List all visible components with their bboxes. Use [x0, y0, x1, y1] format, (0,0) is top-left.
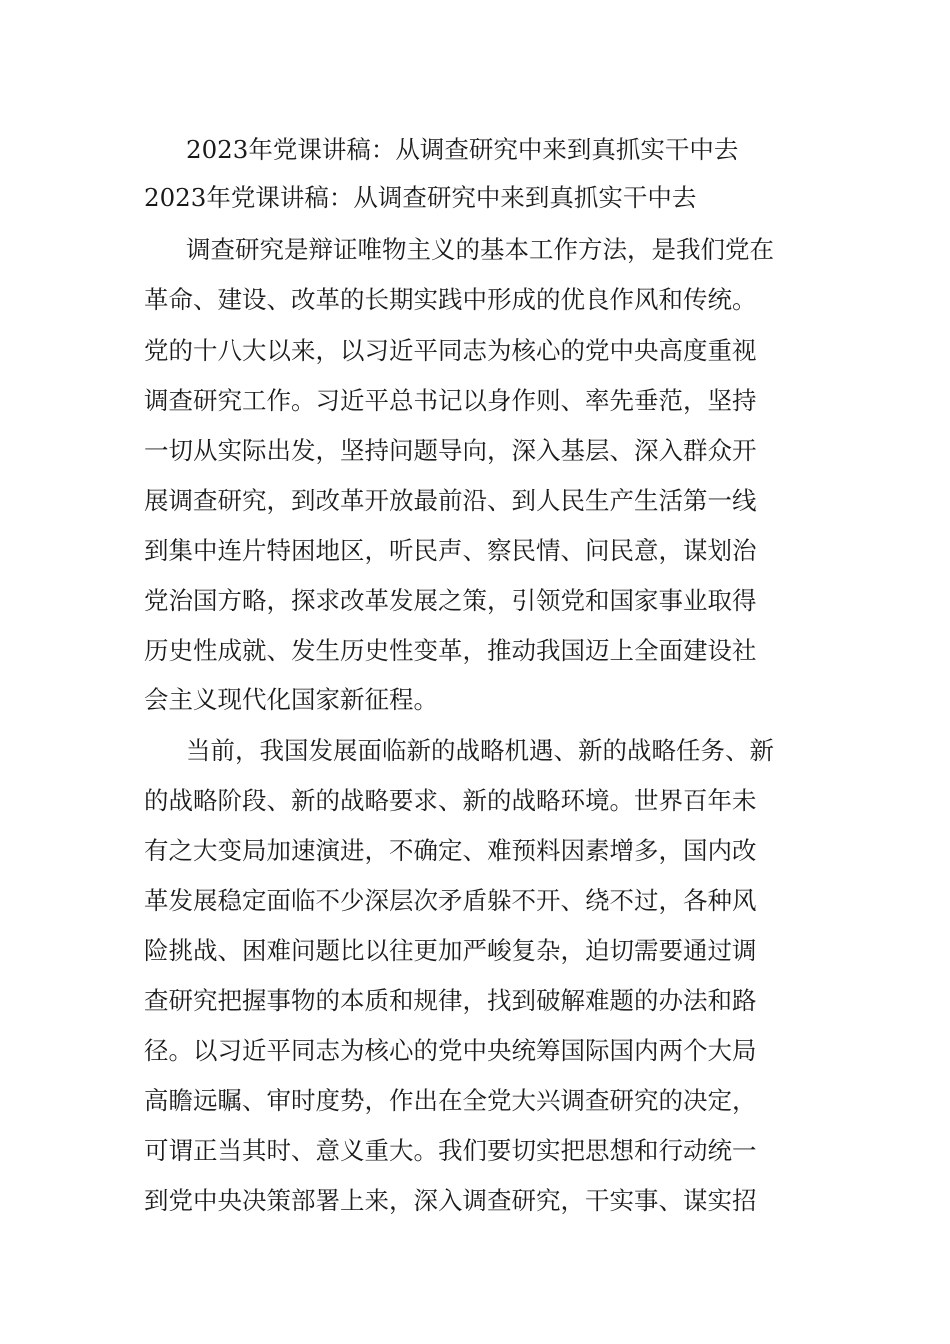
document-title: 2023年党课讲稿：从调查研究中来到真抓实干中去 [186, 135, 739, 164]
paragraph-line: 有之大变局加速演进，不确定、难预料因素增多，国内改 [144, 836, 757, 865]
paragraph-line: 党的十八大以来，以习近平同志为核心的党中央高度重视 [144, 336, 757, 365]
paragraph-line: 到党中央决策部署上来，深入调查研究，干实事、谋实招 [144, 1186, 757, 1215]
paragraph-line: 高瞻远瞩、审时度势，作出在全党大兴调查研究的决定， [144, 1086, 757, 1115]
paragraph-line: 会主义现代化国家新征程。 [144, 685, 438, 714]
paragraph-line: 革命、建设、改革的长期实践中形成的优良作风和传统。 [144, 285, 757, 314]
paragraph-line: 历史性成就、发生历史性变革，推动我国迈上全面建设社 [144, 636, 757, 665]
paragraph-line: 党治国方略，探求改革发展之策，引领党和国家事业取得 [144, 586, 757, 615]
paragraph-line: 可谓正当其时、意义重大。我们要切实把思想和行动统一 [144, 1136, 757, 1165]
paragraph-line: 的战略阶段、新的战略要求、新的战略环境。世界百年未 [144, 786, 757, 815]
paragraph-line: 径。以习近平同志为核心的党中央统筹国际国内两个大局 [144, 1036, 757, 1065]
paragraph-line: 一切从实际出发，坚持问题导向，深入基层、深入群众开 [144, 436, 757, 465]
paragraph-line: 调查研究是辩证唯物主义的基本工作方法，是我们党在 [186, 235, 774, 264]
paragraph-line: 革发展稳定面临不少深层次矛盾躲不开、绕不过，各种风 [144, 886, 757, 915]
paragraph-line: 当前，我国发展面临新的战略机遇、新的战略任务、新 [186, 736, 774, 765]
paragraph-line: 险挑战、困难问题比以往更加严峻复杂，迫切需要通过调 [144, 936, 757, 965]
document-title-repeat: 2023年党课讲稿：从调查研究中来到真抓实干中去 [144, 183, 697, 212]
paragraph-line: 查研究把握事物的本质和规律，找到破解难题的办法和路 [144, 986, 757, 1015]
paragraph-line: 调查研究工作。习近平总书记以身作则、率先垂范，坚持 [144, 386, 757, 415]
paragraph-line: 展调查研究，到改革开放最前沿、到人民生产生活第一线 [144, 486, 757, 515]
paragraph-line: 到集中连片特困地区，听民声、察民情、问民意，谋划治 [144, 536, 757, 565]
